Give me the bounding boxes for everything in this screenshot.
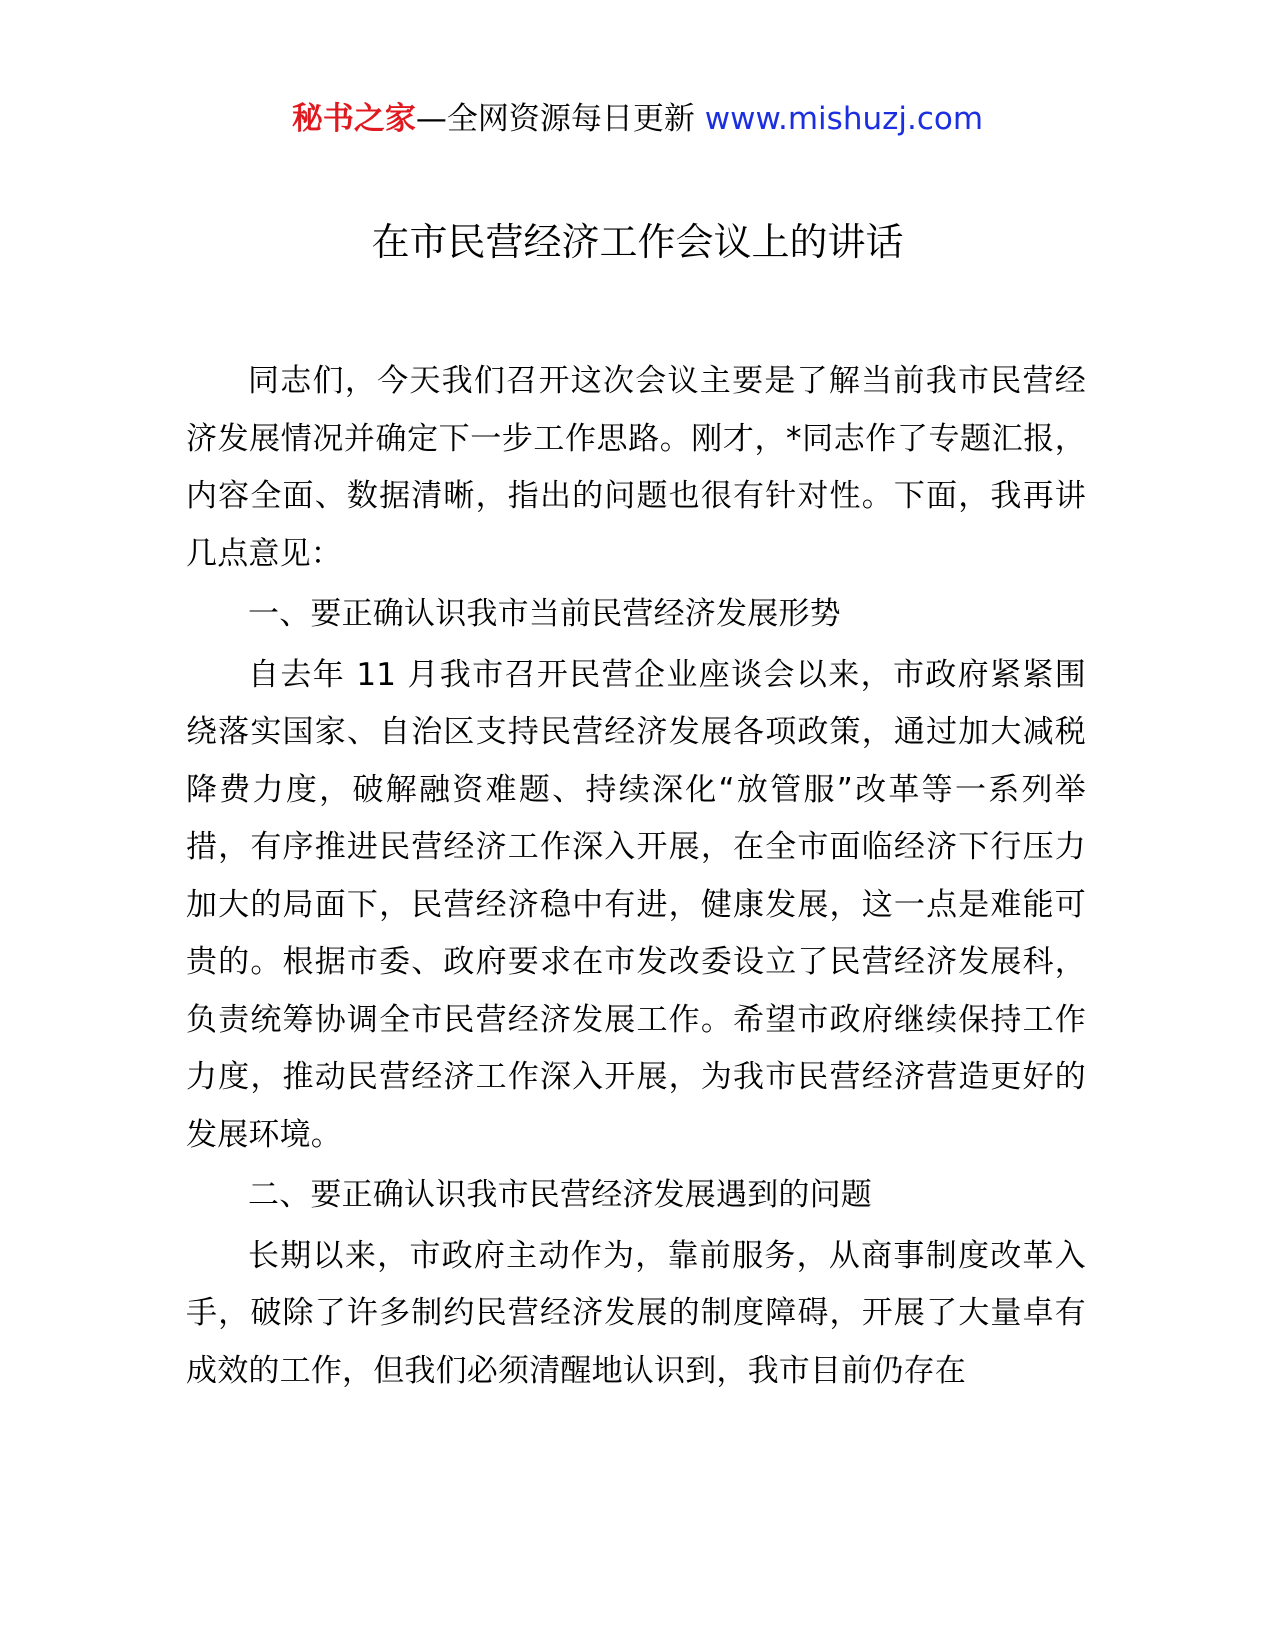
header-tagline: —全网资源每日更新 [415,101,705,137]
paragraph-opening: 同志们，今天我们召开这次会议主要是了解当前我市民营经济发展情况并确定下一步工作思路。刚才，*同志作了专题汇报，内容全面、数据清晰，指出的问题也很有针对性。下面，我再讲几点意见： [186,363,1086,572]
site-header [0,96,1275,142]
section-heading-1: 一、要正确认识我市当前民营经济发展形势 [248,596,841,632]
brand-name: 秘书之家 [291,101,416,137]
section-heading-2: 二、要正确认识我市民营经济发展遇到的问题 [248,1177,872,1213]
document-title: 在市民营经济工作会议上的讲话 [371,220,904,264]
site-url-link[interactable]: www.mishuzj.com [704,101,984,137]
paragraph-section-2: 长期以来，市政府主动作为，靠前服务，从商事制度改革入手，破除了许多制约民营经济发展的制度障碍，开展了大量卓有成效的工作，但我们必须清醒地认识到，我市目前仍存在 [186,1237,1086,1389]
document-body [186,350,1086,1400]
paragraph-section-1: 自去年 11 月我市召开民营企业座谈会以来，市政府紧紧围绕落实国家、自治区支持民营经济发展各项政策，通过加大减税降费力度，破解融资难题、持续深化“放管服”改革等一系列举措，有序推进民营经济工作深入开展，在全市面临经济下行压力加大的局面下，民营经济稳中有进，健康发展，这一点是难能可贵的。根据市委、政府要求在市发改委设立了民营经济发展科，负责统筹协调全市民营经济发展工作。希望市政府继续保持工作力度，推动民营经济工作深入开展，为我市民营经济营造更好的发展环境。 [186,656,1086,1153]
